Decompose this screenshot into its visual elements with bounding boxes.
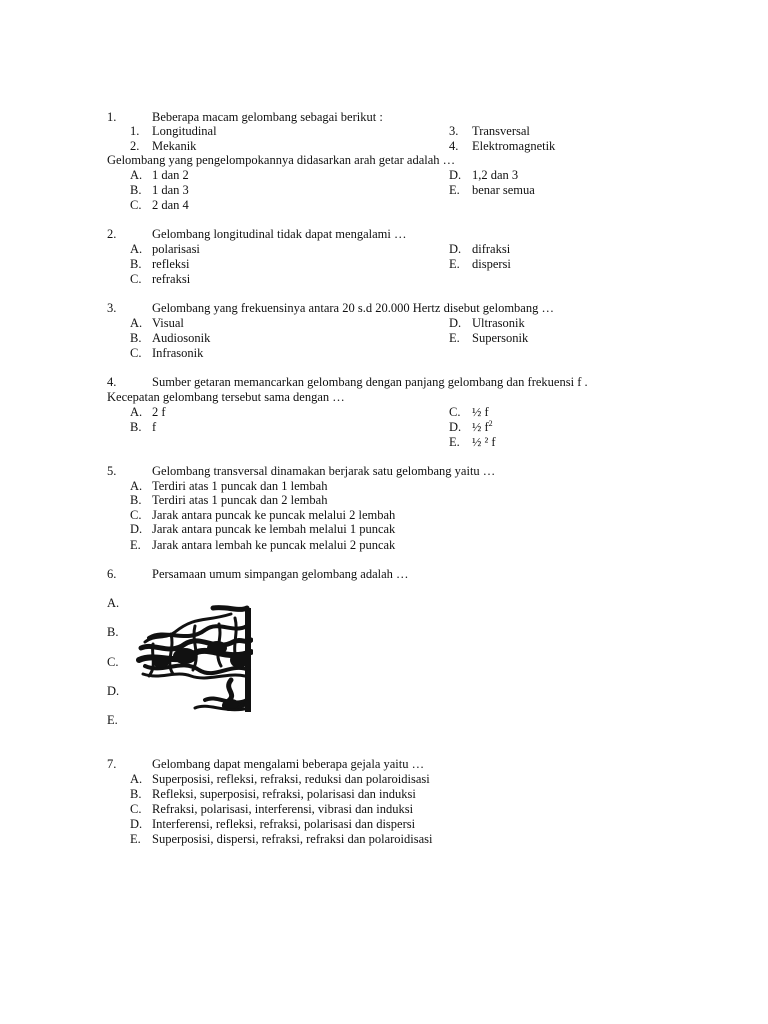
option-letter: A. xyxy=(130,405,143,419)
option-letter: D. xyxy=(449,420,462,434)
option-text: Supersonik xyxy=(472,331,529,345)
option-letter: E. xyxy=(107,713,118,727)
option-letter: E. xyxy=(130,832,141,846)
question-6-text: Persamaan umum simpangan gelombang adalah … xyxy=(152,567,409,581)
option-letter: B. xyxy=(107,625,119,639)
question-1-text: Beberapa macam gelombang sebagai berikut : xyxy=(152,110,383,124)
option-letter: C. xyxy=(130,346,142,360)
option-text: refleksi xyxy=(152,257,190,271)
option-letter: A. xyxy=(130,316,143,330)
question-4-text-continued: Kecepatan gelombang tersebut sama dengan … xyxy=(107,390,345,404)
option-superscript: 2 xyxy=(488,418,493,428)
option-text: Jarak antara puncak ke puncak melalui 2 lembah xyxy=(152,508,396,522)
option-text: Superposisi, dispersi, refraksi, refraksi dan polaroidisasi xyxy=(152,832,433,846)
option-letter: A. xyxy=(130,168,143,182)
option-letter: E. xyxy=(449,435,460,449)
question-1-item-number: 3. xyxy=(449,124,459,138)
option-text: 1,2 dan 3 xyxy=(472,168,519,182)
option-letter: C. xyxy=(130,272,142,286)
option-letter: A. xyxy=(130,479,143,493)
option-text: Terdiri atas 1 puncak dan 1 lembah xyxy=(152,479,328,493)
option-text: refraksi xyxy=(152,272,191,286)
option-text xyxy=(472,420,493,435)
option-letter: B. xyxy=(130,257,142,271)
option-letter: B. xyxy=(130,493,142,507)
option-letter: C. xyxy=(130,198,142,212)
question-1-item-number: 4. xyxy=(449,139,459,153)
question-5-number: 5. xyxy=(107,464,117,478)
option-letter: C. xyxy=(107,655,119,669)
option-letter: A. xyxy=(107,596,120,610)
option-text: Interferensi, refleksi, refraksi, polarisasi dan dispersi xyxy=(152,817,416,831)
option-text: Terdiri atas 1 puncak dan 2 lembah xyxy=(152,493,328,507)
option-text: ½ f xyxy=(472,405,489,419)
option-text: Jarak antara lembah ke puncak melalui 2 puncak xyxy=(152,538,396,552)
question-3-text: Gelombang yang frekuensinya antara 20 s.d 20.000 Hertz disebut gelombang … xyxy=(152,301,554,315)
garbled-equation-image xyxy=(135,604,253,716)
option-letter: D. xyxy=(449,168,462,182)
option-text: Refraksi, polarisasi, interferensi, vibrasi dan induksi xyxy=(152,802,414,816)
option-text: Infrasonik xyxy=(152,346,204,360)
question-1-number: 1. xyxy=(107,110,117,124)
option-text: Audiosonik xyxy=(152,331,211,345)
option-text: polarisasi xyxy=(152,242,200,256)
option-letter: C. xyxy=(130,802,142,816)
option-letter: B. xyxy=(130,331,142,345)
option-text-main: ½ f xyxy=(472,420,489,434)
option-letter: D. xyxy=(449,316,462,330)
option-text: 2 dan 4 xyxy=(152,198,189,212)
option-text: 1 dan 3 xyxy=(152,183,189,197)
option-text: 1 dan 2 xyxy=(152,168,189,182)
option-text: ½ ² f xyxy=(472,435,496,449)
option-text: difraksi xyxy=(472,242,511,256)
question-1-item: Transversal xyxy=(472,124,530,138)
option-text: Visual xyxy=(152,316,184,330)
question-5-text: Gelombang transversal dinamakan berjarak satu gelombang yaitu … xyxy=(152,464,496,478)
option-text: Ultrasonik xyxy=(472,316,525,330)
question-4-text: Sumber getaran memancarkan gelombang dengan panjang gelombang dan frekuensi f . xyxy=(152,375,588,389)
question-3-number: 3. xyxy=(107,301,117,315)
option-letter: B. xyxy=(130,787,142,801)
question-1-item: Longitudinal xyxy=(152,124,217,138)
question-7-number: 7. xyxy=(107,757,117,771)
option-letter: D. xyxy=(130,817,143,831)
question-2-text: Gelombang longitudinal tidak dapat mengalami … xyxy=(152,227,407,241)
question-1-item: Mekanik xyxy=(152,139,197,153)
option-letter: B. xyxy=(130,183,142,197)
option-letter: D. xyxy=(107,684,120,698)
option-text: Superposisi, refleksi, refraksi, reduksi dan polaroidisasi xyxy=(152,772,430,786)
question-2-number: 2. xyxy=(107,227,117,241)
option-letter: C. xyxy=(449,405,461,419)
question-1-item-number: 2. xyxy=(130,139,140,153)
question-7-text: Gelombang dapat mengalami beberapa gejala yaitu … xyxy=(152,757,425,771)
question-6-number: 6. xyxy=(107,567,117,581)
option-text: f xyxy=(152,420,157,434)
option-letter: C. xyxy=(130,508,142,522)
option-letter: A. xyxy=(130,242,143,256)
question-1-item: Elektromagnetik xyxy=(472,139,556,153)
option-text: Jarak antara puncak ke lembah melalui 1 puncak xyxy=(152,522,396,536)
option-letter: E. xyxy=(449,183,460,197)
option-letter: E. xyxy=(130,538,141,552)
option-letter: D. xyxy=(130,522,143,536)
option-letter: E. xyxy=(449,331,460,345)
option-text: dispersi xyxy=(472,257,511,271)
option-text: 2 f xyxy=(152,405,166,419)
option-letter: A. xyxy=(130,772,143,786)
option-letter: B. xyxy=(130,420,142,434)
question-1-prompt: Gelombang yang pengelompokannya didasarkan arah getar adalah … xyxy=(107,153,456,167)
option-letter: E. xyxy=(449,257,460,271)
option-text: Refleksi, superposisi, refraksi, polarisasi dan induksi xyxy=(152,787,416,801)
question-1-item-number: 1. xyxy=(130,124,140,138)
option-letter: D. xyxy=(449,242,462,256)
question-4-number: 4. xyxy=(107,375,117,389)
option-text: benar semua xyxy=(472,183,535,197)
